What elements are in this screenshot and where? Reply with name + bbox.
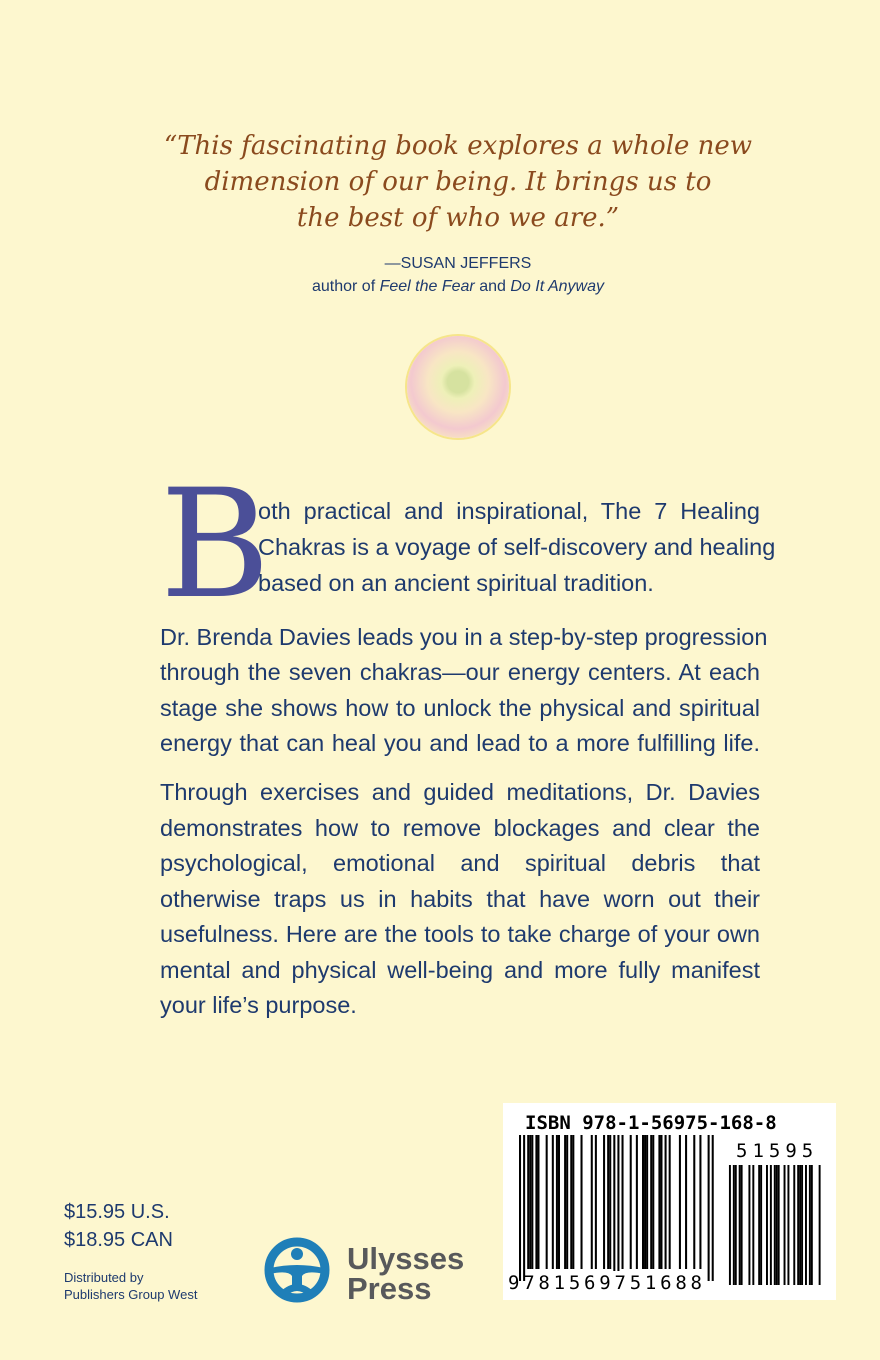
- attribution-credit: [0, 275, 880, 298]
- isbn-barcode: [503, 1103, 836, 1300]
- barcode-bar: [669, 1135, 671, 1269]
- addon-bar: [787, 1165, 789, 1285]
- body-line: based on an ancient spiritual tradition.: [258, 570, 654, 596]
- conjunction: and: [474, 278, 511, 295]
- barcode-bar: [572, 1135, 574, 1269]
- body-line: usefulness. Here are the tools to take charge of your own: [160, 921, 760, 947]
- body-line: Through exercises and guided meditations, Dr. Davies: [160, 779, 760, 805]
- addon-bar: [748, 1165, 750, 1285]
- addon-bar: [776, 1165, 778, 1285]
- publisher-name: Ulysses: [347, 1241, 465, 1276]
- barcode-bar: [693, 1135, 695, 1269]
- body-line: stage she shows how to unlock the physical and spiritual: [160, 695, 760, 721]
- barcode-bar: [630, 1135, 632, 1269]
- quote-line: the best of who we are.”: [296, 203, 620, 233]
- body-line: Chakras is a voyage of self-discovery and healing: [258, 534, 776, 560]
- book-title: Feel the Fear: [379, 278, 475, 295]
- barcode-bar: [708, 1135, 710, 1281]
- addon-bar: [799, 1165, 801, 1285]
- barcode-bar: [519, 1135, 521, 1281]
- quote-line: “This fascinating book explores a whole new: [163, 131, 753, 161]
- text: oth practical and inspirational, The 7 Healing: [258, 498, 760, 524]
- barcode-bar: [622, 1135, 624, 1269]
- barcode-bar: [556, 1135, 558, 1269]
- addon-bar: [784, 1165, 786, 1285]
- barcode-bar: [603, 1135, 605, 1269]
- addon-bar: [729, 1165, 731, 1285]
- addon-bar: [741, 1165, 743, 1285]
- attribution-name: —SUSAN JEFFERS: [384, 255, 532, 272]
- barcode-bar: [642, 1135, 644, 1269]
- addon-bar: [758, 1165, 760, 1285]
- quote-line: dimension of our being. It brings us to: [204, 167, 712, 197]
- addon-bar: [809, 1165, 811, 1285]
- addon-digits: 51595: [736, 1140, 819, 1162]
- barcode-bar: [660, 1135, 662, 1269]
- addon-bar: [733, 1165, 735, 1285]
- addon-bar: [805, 1165, 807, 1285]
- body-line: through the seven chakras—our energy centers. At each: [160, 659, 760, 685]
- addon-bar: [752, 1165, 754, 1285]
- barcode-bar: [595, 1135, 597, 1269]
- body-line: energy that can heal you and lead to a more fulfilling life.: [160, 730, 760, 756]
- author-prefix: author of: [311, 278, 380, 295]
- body-line: otherwise traps us in habits that have worn out their: [160, 886, 760, 912]
- barcode-bar: [535, 1135, 537, 1269]
- barcode-bar: [609, 1135, 611, 1269]
- barcode-bar: [566, 1135, 568, 1269]
- addon-bar: [778, 1165, 780, 1285]
- distributor-line: Publishers Group West: [64, 1287, 198, 1302]
- barcode-bar: [581, 1135, 583, 1269]
- price-can: $18.95 CAN: [64, 1229, 173, 1251]
- isbn-label: ISBN 978-1-56975-168-8: [525, 1112, 777, 1134]
- barcode-graphic: [503, 1103, 836, 1300]
- barcode-bar: [564, 1135, 566, 1269]
- endorsement-quote: [0, 128, 880, 236]
- publisher-logo-icon: [262, 1236, 332, 1304]
- barcode-bar: [523, 1135, 525, 1281]
- drop-cap: B: [160, 458, 271, 632]
- body-line: Dr. Brenda Davies leads you in a step-by-step progression: [160, 624, 768, 650]
- quote-attribution: [0, 252, 880, 298]
- body-line: [258, 493, 760, 529]
- addon-bar: [774, 1165, 776, 1285]
- publisher-name: Press: [347, 1271, 432, 1306]
- barcode-bar: [665, 1135, 667, 1269]
- addon-bar: [819, 1165, 821, 1285]
- ean-digits: 9781569751688: [508, 1272, 704, 1294]
- addon-bar: [739, 1165, 741, 1285]
- addon-bar: [793, 1165, 795, 1285]
- barcode-bar: [646, 1135, 648, 1269]
- barcode-bar: [531, 1135, 533, 1269]
- barcode-bar: [529, 1135, 531, 1269]
- addon-bar: [770, 1165, 772, 1285]
- body-line: mental and physical well-being and more fully manifest: [160, 957, 760, 983]
- body-line: your life’s purpose.: [160, 992, 357, 1018]
- barcode-bar: [652, 1135, 654, 1269]
- barcode-bar: [644, 1135, 646, 1269]
- barcode-bar: [699, 1135, 701, 1269]
- barcode-bar: [552, 1135, 554, 1269]
- price-us: $15.95 U.S.: [64, 1201, 170, 1223]
- addon-bar: [811, 1165, 813, 1285]
- barcode-bar: [712, 1135, 714, 1281]
- flower-image: [407, 336, 509, 438]
- addon-bar: [801, 1165, 803, 1285]
- addon-bar: [760, 1165, 762, 1285]
- body-line: psychological, emotional and spiritual debris that: [160, 850, 760, 876]
- addon-bar: [797, 1165, 799, 1285]
- book-title: Do It Anyway: [510, 278, 605, 295]
- barcode-bar: [607, 1135, 609, 1269]
- barcode-bar: [679, 1135, 681, 1269]
- distributor-line: Distributed by: [64, 1270, 144, 1285]
- barcode-bar: [558, 1135, 560, 1269]
- barcode-bar: [546, 1135, 548, 1269]
- barcode-bar: [650, 1135, 652, 1269]
- barcode-bar: [613, 1135, 615, 1281]
- barcode-bar: [570, 1135, 572, 1269]
- barcode-bar: [685, 1135, 687, 1269]
- body-line: demonstrates how to remove blockages and clear the: [160, 815, 760, 841]
- barcode-bar: [527, 1135, 529, 1269]
- barcode-bar: [537, 1135, 539, 1269]
- barcode-bar: [636, 1135, 638, 1269]
- addon-bar: [735, 1165, 737, 1285]
- barcode-bar: [591, 1135, 593, 1269]
- barcode-bar: [617, 1135, 619, 1281]
- addon-bar: [766, 1165, 768, 1285]
- barcode-bar: [658, 1135, 660, 1269]
